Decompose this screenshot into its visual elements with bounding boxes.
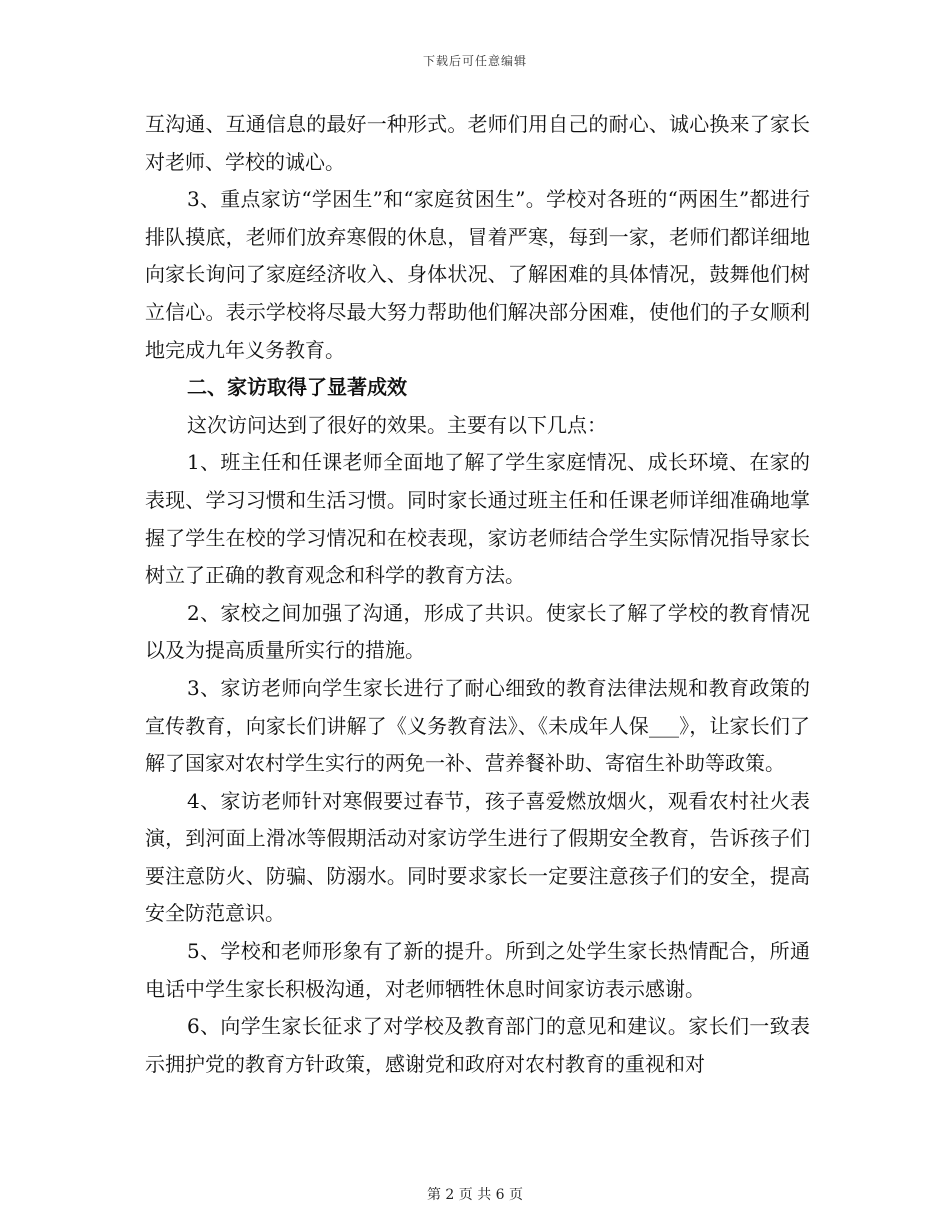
paragraph-intro: 这次访问达到了很好的效果。主要有以下几点： xyxy=(187,412,607,437)
paragraph-point-5: 5、学校和老师形象有了新的提升。所到之处学生家长热情配合，所通电话中学生家长积极沟通，对老师牺牲休息时间家访表示感谢。 xyxy=(145,939,810,1001)
paragraph-item-3: 3、重点家访“学困生”和“家庭贫困生”。学校对各班的“两困生”都进行排队摸底，老师们放弃寒假的休息，冒着严寒，每到一家，老师们都详细地向家长询问了家庭经济收入、身体状况、了解困难的具体情况，鼓舞他们树立信心。表示学校将尽最大努力帮助他们解决部分困难，使他们的子女顺利地完成九年义务教育。 xyxy=(145,187,810,362)
paragraph-point-2: 2、家校之间加强了沟通，形成了共识。使家长了解了学校的教育情况以及为提高质量所实行的措施。 xyxy=(145,600,810,663)
document-body xyxy=(145,106,810,1083)
section-heading: 二、家访取得了显著成效 xyxy=(187,375,407,400)
paragraph-point-4: 4、家访老师针对寒假要过春节，孩子喜爱燃放烟火，观看农村社火表演，到河面上滑冰等假期活动对家访学生进行了假期安全教育，告诉孩子们要注意防火、防骗、防溺水。同时要求家长一定要注意孩子们的安全，提高安全防范意识。 xyxy=(145,788,810,926)
paragraph-continuation: 互沟通、互通信息的最好一种形式。老师们用自己的耐心、诚心换来了家长对老师、学校的诚心。 xyxy=(145,112,810,174)
paragraph-point-3: 3、家访老师向学生家长进行了耐心细致的教育法律法规和教育政策的宣传教育，向家长们讲解了《义务教育法》、《未成年人保___》，让家长们了解了国家对农村学生实行的两免一补、营养餐补助、寄宿生补助等政策。 xyxy=(145,675,810,776)
page-header: 下载后可任意编辑 xyxy=(422,54,527,68)
paragraph-point-6: 6、向学生家长征求了对学校及教育部门的意见和建议。家长们一致表示拥护党的教育方针政策，感谢党和政府对农村教育的重视和对 xyxy=(145,1014,810,1076)
paragraph-point-1: 1、班主任和任课老师全面地了解了学生家庭情况、成长环境、在家的表现、学习习惯和生活习惯。同时家长通过班主任和任课老师详细准确地掌握了学生在校的学习情况和在校表现，家访老师结合学生实际情况指导家长树立了正确的教育观念和科学的教育方法。 xyxy=(145,450,810,588)
page-footer: 第 2 页 共 6 页 xyxy=(426,1187,524,1203)
